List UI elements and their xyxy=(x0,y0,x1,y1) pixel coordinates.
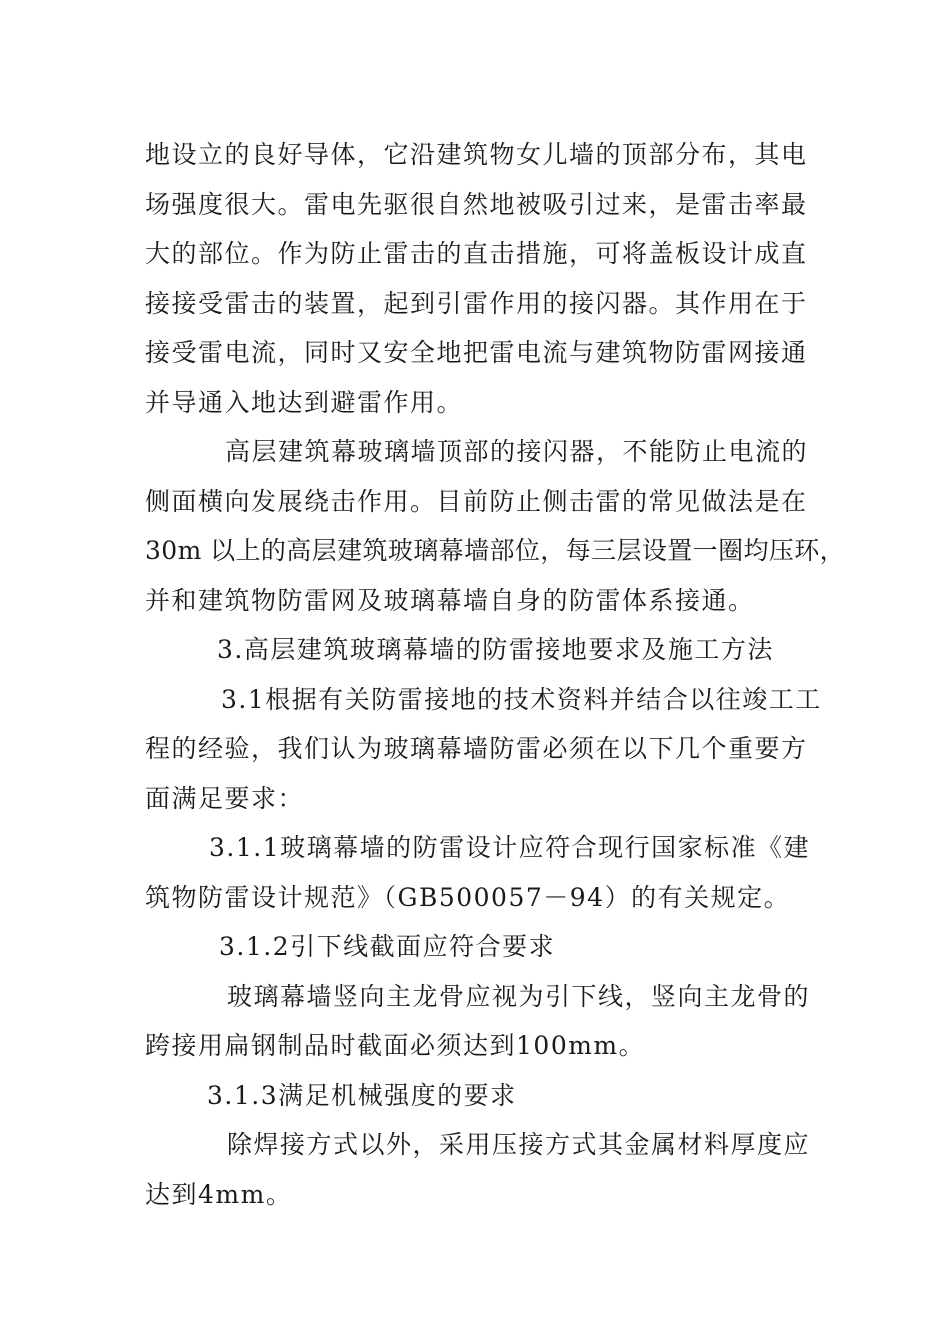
text-line: 玻璃幕墙竖向主龙骨应视为引下线，竖向主龙骨的 xyxy=(227,981,811,1011)
document-body xyxy=(145,130,846,1219)
text-line: 30m 以上的高层建筑玻璃幕墙部位，每三层设置一圈均压环， xyxy=(145,536,846,565)
text-line: 地设立的良好导体，它沿建筑物女儿墙的顶部分布，其电 xyxy=(145,140,808,169)
text-line: 高层建筑幕玻璃墙顶部的接闪器，不能防止电流的 xyxy=(225,437,809,466)
section-heading-3 xyxy=(145,625,810,675)
paragraph-3-1-1 xyxy=(145,823,810,922)
heading-line: 3.1.2引下线截面应符合要求 xyxy=(219,932,556,961)
subheading-3-1-2 xyxy=(145,922,810,972)
subheading-3-1-3 xyxy=(145,1071,810,1121)
text-line: 侧面横向发展绕击作用。目前防止侧击雷的常见做法是在 xyxy=(145,486,808,516)
text-line: 面满足要求： xyxy=(145,783,305,813)
text-line: 接受雷电流，同时又安全地把雷电流与建筑物防雷网接通 xyxy=(145,338,808,367)
heading-line: 3.高层建筑玻璃幕墙的防雷接地要求及施工方法 xyxy=(217,635,774,664)
heading-line: 3.1.3满足机械强度的要求 xyxy=(207,1080,517,1110)
text-line: 除焊接方式以外，采用压接方式其金属材料厚度应 xyxy=(227,1130,811,1159)
text-line: 跨接用扁钢制品时截面必须达到100mm。 xyxy=(145,1031,646,1060)
text-line: 大的部位。作为防止雷击的直击措施，可将盖板设计成直 xyxy=(145,239,808,268)
text-line: 筑物防雷设计规范》（GB500057－94）的有关规定。 xyxy=(145,882,791,912)
paragraph-3-1 xyxy=(145,675,822,824)
paragraph-down-conductor xyxy=(145,972,810,1071)
text-line: 接接受雷击的装置，起到引雷作用的接闪器。其作用在于 xyxy=(145,288,808,318)
text-line: 达到4mm。 xyxy=(145,1179,293,1209)
text-line: 场强度很大。雷电先驱很自然地被吸引过来，是雷击率最 xyxy=(145,189,808,219)
paragraph-roof-lightning-cover xyxy=(145,130,810,427)
text-line: 3.1根据有关防雷接地的技术资料并结合以往竣工工 xyxy=(221,684,822,714)
text-line: 程的经验，我们认为玻璃幕墙防雷必须在以下几个重要方 xyxy=(145,734,808,763)
text-line: 并导通入地达到避雷作用。 xyxy=(145,387,464,417)
text-line: 3.1.1玻璃幕墙的防雷设计应符合现行国家标准《建 xyxy=(209,833,811,862)
paragraph-side-strike xyxy=(145,427,846,625)
paragraph-mechanical-strength xyxy=(145,1120,810,1219)
text-line: 并和建筑物防雷网及玻璃幕墙自身的防雷体系接通。 xyxy=(145,585,755,615)
